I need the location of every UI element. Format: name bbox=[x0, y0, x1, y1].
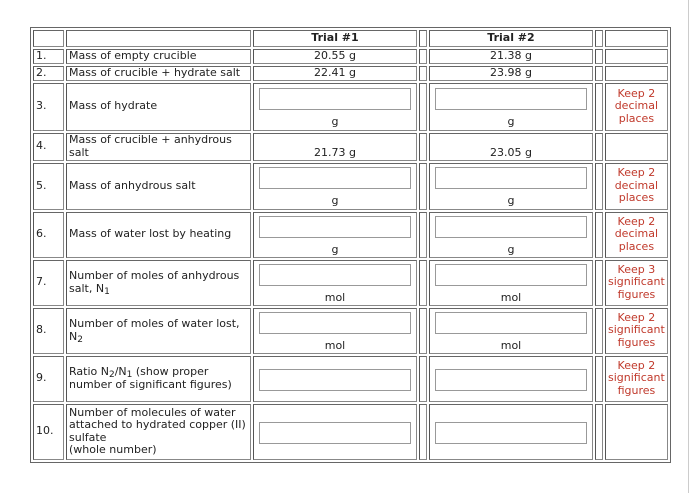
table-row: 3. Mass of hydrate g g Keep 2 decimal places bbox=[33, 83, 668, 131]
table-row: 10. Number of molecules of water attached to hydrated copper (II) sulfate (whole number) bbox=[33, 404, 668, 460]
table-row: 7. Number of moles of anhydrous salt, $N_1$ mol mol Keep 3 significant figures bbox=[33, 260, 668, 306]
trial2-water-lost-input[interactable] bbox=[435, 216, 587, 238]
data-table bbox=[30, 27, 671, 463]
hint-note: Keep 2 decimal places bbox=[605, 212, 668, 258]
trial1-value: 20.55 g bbox=[253, 49, 417, 64]
trial1-moles-water-input[interactable] bbox=[259, 312, 411, 334]
trial1-water-lost-input[interactable] bbox=[259, 216, 411, 238]
trial1-value: 21.73 g bbox=[253, 133, 417, 161]
table-row: 4. Mass of crucible + anhydrous salt 21.73 g 23.05 g bbox=[33, 133, 668, 161]
trial1-molecules-water-input[interactable] bbox=[259, 422, 411, 444]
hint-note: Keep 2 decimal places bbox=[605, 163, 668, 210]
hint-note: Keep 2 significant figures bbox=[605, 308, 668, 354]
table-row: 9. Ratio $N_2/N_1$ (show proper number of significant figures) Keep 2 significant figures bbox=[33, 356, 668, 402]
trial2-value: 23.05 g bbox=[429, 133, 593, 161]
trial2-moles-water-input[interactable] bbox=[435, 312, 587, 334]
trial1-ratio-input[interactable] bbox=[259, 369, 411, 391]
header-row bbox=[33, 30, 668, 47]
hint-note: Keep 2 decimal places bbox=[605, 83, 668, 131]
table-row: 8. Number of moles of water lost, $N_2$ mol mol Keep 2 significant figures bbox=[33, 308, 668, 354]
trial2-header: Trial #2 bbox=[429, 30, 593, 47]
table-row: 1. Mass of empty crucible 20.55 g 21.38 g bbox=[33, 49, 668, 64]
hint-note: Keep 3 significant figures bbox=[605, 260, 668, 306]
trial2-mass-anhydrous-input[interactable] bbox=[435, 167, 587, 189]
table-row: 5. Mass of anhydrous salt g g Keep 2 decimal places bbox=[33, 163, 668, 210]
trial2-value: 21.38 g bbox=[429, 49, 593, 64]
page-edge bbox=[688, 0, 689, 493]
trial2-mass-hydrate-input[interactable] bbox=[435, 88, 587, 110]
table-row: 6. Mass of water lost by heating g g Keep 2 decimal places bbox=[33, 212, 668, 258]
trial2-molecules-water-input[interactable] bbox=[435, 422, 587, 444]
trial1-mass-hydrate-input[interactable] bbox=[259, 88, 411, 110]
trial1-mass-anhydrous-input[interactable] bbox=[259, 167, 411, 189]
hint-note: Keep 2 significant figures bbox=[605, 356, 668, 402]
trial2-moles-anhydrous-input[interactable] bbox=[435, 264, 587, 286]
trial2-value: 23.98 g bbox=[429, 66, 593, 81]
table-row: 2. Mass of crucible + hydrate salt 22.41 g 23.98 g bbox=[33, 66, 668, 81]
trial2-ratio-input[interactable] bbox=[435, 369, 587, 391]
trial1-moles-anhydrous-input[interactable] bbox=[259, 264, 411, 286]
trial1-value: 22.41 g bbox=[253, 66, 417, 81]
trial1-header: Trial #1 bbox=[253, 30, 417, 47]
